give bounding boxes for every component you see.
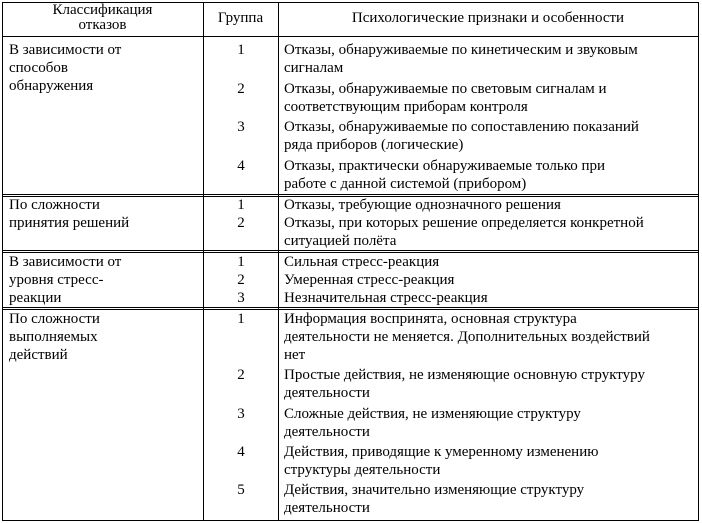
table-right-border	[698, 2, 699, 520]
group-number: 2	[237, 81, 245, 97]
group-number: 1	[237, 254, 245, 270]
feature-text: Незначительная стресс-реакция	[284, 290, 488, 306]
feature-text: Информация воспринята, основная структура деятельности не меняется. Дополнительных воздействий нет	[284, 311, 650, 363]
feature-text: Простые действия, не изменяющие основную структуру деятельности	[284, 367, 645, 401]
feature-text: Сильная стресс-реакция	[284, 254, 440, 270]
group-number: 2	[237, 215, 245, 231]
feature-text: Отказы, обнаруживаемые по световым сигналам и соответствующим приборам контроля	[284, 81, 607, 115]
feature-text: Отказы, обнаруживаемые по сопоставлению показаний ряда приборов (логические)	[284, 119, 639, 153]
group-number: 3	[237, 119, 245, 135]
feature-text: Отказы, обнаруживаемые по кинетическим и звуковым сигналам	[284, 42, 638, 76]
group-number: 4	[237, 444, 245, 460]
group-number: 3	[237, 406, 245, 422]
classification-cell: По сложности принятия решений	[9, 197, 130, 231]
table-bottom-border	[2, 520, 699, 521]
feature-text: Отказы, практически обнаруживаемые только при работе с данной системой (прибором)	[284, 158, 606, 192]
feature-text: Действия, значительно изменяющие структуру деятельности	[284, 482, 585, 516]
feature-text: Сложные действия, не изменяющие структуру деятельности	[284, 406, 581, 440]
column-divider	[278, 2, 279, 520]
header-classification: Классификация отказов	[52, 2, 153, 33]
column-divider	[203, 2, 204, 520]
header-features: Психологические признаки и особенности	[351, 10, 625, 26]
group-number: 3	[237, 290, 245, 306]
header-group: Группа	[217, 10, 264, 26]
group-number: 1	[237, 42, 245, 58]
group-number: 1	[237, 311, 245, 327]
group-number: 1	[237, 197, 245, 213]
classification-cell: В зависимости от способов обнаружения	[9, 42, 122, 94]
feature-text: Отказы, требующие однозначного решения	[284, 197, 561, 213]
group-number: 2	[237, 272, 245, 288]
classification-cell: В зависимости от уровня стресс- реакции	[9, 254, 122, 306]
group-number: 4	[237, 158, 245, 174]
feature-text: Действия, приводящие к умеренному изменению структуры деятельности	[284, 444, 599, 478]
group-number: 2	[237, 367, 245, 383]
header-bottom-border	[2, 36, 699, 37]
group-number: 5	[237, 482, 245, 498]
feature-text: Умеренная стресс-реакция	[284, 272, 455, 288]
feature-text: Отказы, при которых решение определяется конкретной ситуацией полёта	[284, 215, 644, 249]
classification-cell: По сложности выполняемых действий	[9, 311, 100, 363]
table-left-border	[2, 2, 3, 520]
